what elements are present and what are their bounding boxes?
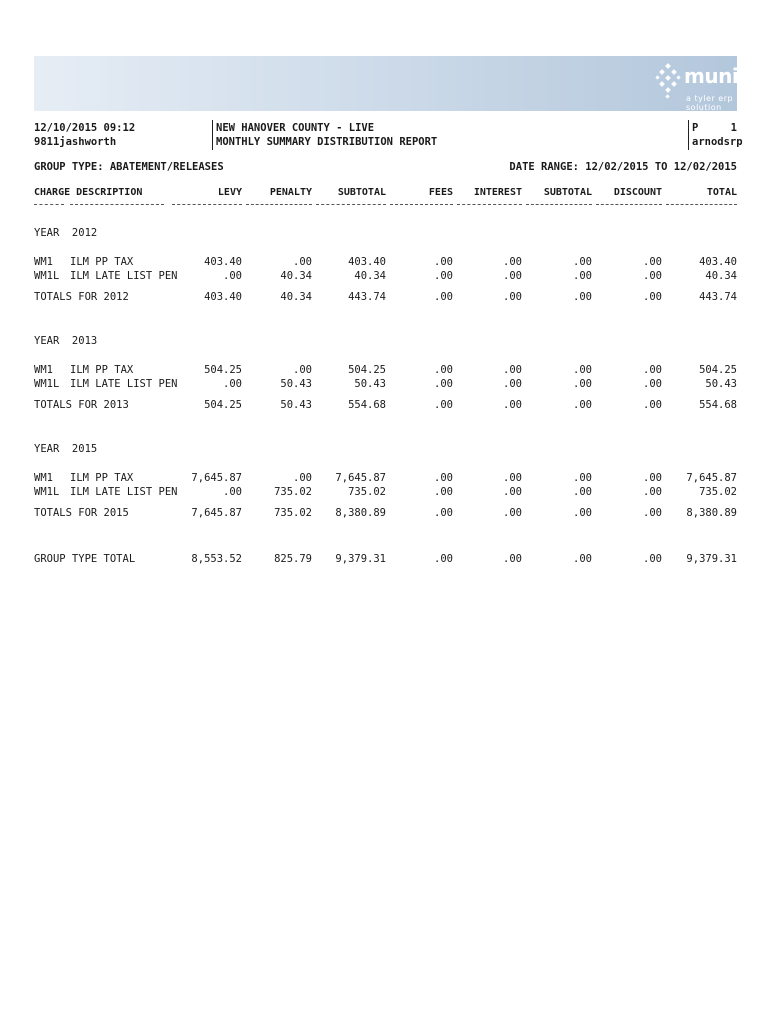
report-code: arnodsrp	[692, 136, 743, 148]
col-discount: DISCOUNT	[613, 187, 662, 198]
group-total-value-fees: .00	[434, 553, 453, 565]
row-value-subtotal-2: .00	[573, 486, 592, 498]
logo-subtitle: a tyler erp solution	[686, 94, 734, 112]
col-levy: LEVY	[217, 187, 242, 198]
charge-code: WM1L	[34, 378, 60, 390]
charge-code: WM1L	[34, 486, 60, 498]
report-datetime: 12/10/2015 09:12	[34, 122, 136, 134]
year-total-value-penalty: 40.34	[280, 291, 312, 303]
charge-code: WM1	[34, 256, 53, 268]
charge-code: WM1	[34, 472, 53, 484]
row-value-fees: .00	[434, 486, 453, 498]
col-charge-description: CHARGE DESCRIPTION	[34, 187, 143, 198]
charge-code: WM1	[34, 364, 53, 376]
year-total-value-interest: .00	[503, 291, 522, 303]
underline-interest	[457, 204, 522, 205]
charge-description: ILM LATE LIST PEN	[70, 378, 178, 390]
row-value-subtotal-1: 504.25	[348, 364, 386, 376]
charge-description: ILM PP TAX	[70, 364, 134, 376]
year-heading: YEAR 2015	[34, 443, 98, 455]
organization-name: NEW HANOVER COUNTY - LIVE	[216, 122, 375, 134]
row-value-total: 7,645.87	[686, 472, 737, 484]
row-value-fees: .00	[434, 270, 453, 282]
group-total-value-levy: 8,553.52	[191, 553, 242, 565]
col-fees: FEES	[428, 187, 453, 198]
underline-total	[666, 204, 737, 205]
year-total-value-interest: .00	[503, 399, 522, 411]
col-penalty: PENALTY	[269, 187, 312, 198]
header-divider-left	[212, 120, 213, 150]
col-subtotal-1: SUBTOTAL	[337, 187, 386, 198]
underline-levy	[172, 204, 242, 205]
group-total-value-interest: .00	[503, 553, 522, 565]
row-value-subtotal-2: .00	[573, 256, 592, 268]
year-total-value-total: 443.74	[699, 291, 737, 303]
underline-fees	[390, 204, 453, 205]
row-value-levy: .00	[223, 270, 242, 282]
row-value-levy: 504.25	[204, 364, 242, 376]
col-interest: INTEREST	[473, 187, 522, 198]
col-total: TOTAL	[706, 187, 737, 198]
year-total-value-levy: 504.25	[204, 399, 242, 411]
year-total-value-penalty: 50.43	[280, 399, 312, 411]
row-value-discount: .00	[643, 472, 662, 484]
group-total-value-discount: .00	[643, 553, 662, 565]
year-total-value-subtotal-2: .00	[573, 399, 592, 411]
row-value-levy: .00	[223, 378, 242, 390]
year-heading: YEAR 2013	[34, 335, 98, 347]
row-value-penalty: .00	[293, 364, 312, 376]
row-value-subtotal-1: 40.34	[354, 270, 386, 282]
group-total-value-total: 9,379.31	[686, 553, 737, 565]
group-type: GROUP TYPE: ABATEMENT/RELEASES	[34, 161, 224, 173]
col-subtotal-2: SUBTOTAL	[543, 187, 592, 198]
row-value-subtotal-2: .00	[573, 270, 592, 282]
page-label: P	[692, 122, 699, 134]
year-total-value-fees: .00	[434, 399, 453, 411]
charge-code: WM1L	[34, 270, 60, 282]
year-total-value-total: 8,380.89	[686, 507, 737, 519]
row-value-total: 504.25	[699, 364, 737, 376]
row-value-subtotal-1: 7,645.87	[335, 472, 386, 484]
charge-description: ILM PP TAX	[70, 472, 134, 484]
group-total-value-subtotal-1: 9,379.31	[335, 553, 386, 565]
row-value-penalty: .00	[293, 472, 312, 484]
row-value-levy: 403.40	[204, 256, 242, 268]
charge-description: ILM LATE LIST PEN	[70, 270, 178, 282]
underline-penalty	[246, 204, 312, 205]
year-heading: YEAR 2012	[34, 227, 98, 239]
year-total-value-discount: .00	[643, 399, 662, 411]
row-value-levy: 7,645.87	[191, 472, 242, 484]
report-user: 9811jashworth	[34, 136, 117, 148]
row-value-fees: .00	[434, 364, 453, 376]
row-value-subtotal-1: 50.43	[354, 378, 386, 390]
charge-description: ILM LATE LIST PEN	[70, 486, 178, 498]
row-value-subtotal-2: .00	[573, 472, 592, 484]
row-value-penalty: 735.02	[274, 486, 312, 498]
header-divider-right	[688, 120, 689, 150]
year-total-value-fees: .00	[434, 507, 453, 519]
row-value-interest: .00	[503, 472, 522, 484]
year-total-value-subtotal-2: .00	[573, 507, 592, 519]
row-value-interest: .00	[503, 378, 522, 390]
year-total-value-subtotal-1: 8,380.89	[335, 507, 386, 519]
page-number: 1	[730, 122, 737, 134]
row-value-total: 403.40	[699, 256, 737, 268]
year-total-value-levy: 7,645.87	[191, 507, 242, 519]
year-total-value-subtotal-1: 443.74	[348, 291, 386, 303]
underline-discount	[596, 204, 662, 205]
row-value-subtotal-1: 735.02	[348, 486, 386, 498]
row-value-penalty: 50.43	[280, 378, 312, 390]
year-total-value-penalty: 735.02	[274, 507, 312, 519]
row-value-discount: .00	[643, 486, 662, 498]
row-value-subtotal-2: .00	[573, 364, 592, 376]
date-range: DATE RANGE: 12/02/2015 TO 12/02/2015	[509, 161, 737, 173]
year-total-value-subtotal-2: .00	[573, 291, 592, 303]
underline-subtotal-2	[526, 204, 592, 205]
row-value-discount: .00	[643, 378, 662, 390]
row-value-discount: .00	[643, 364, 662, 376]
munis-logo-icon	[654, 62, 682, 102]
row-value-interest: .00	[503, 364, 522, 376]
row-value-subtotal-2: .00	[573, 378, 592, 390]
row-value-interest: .00	[503, 270, 522, 282]
year-total-value-discount: .00	[643, 291, 662, 303]
year-total-value-interest: .00	[503, 507, 522, 519]
underline-description	[70, 204, 164, 205]
row-value-total: 50.43	[705, 378, 737, 390]
row-value-discount: .00	[643, 256, 662, 268]
row-value-total: 735.02	[699, 486, 737, 498]
row-value-total: 40.34	[705, 270, 737, 282]
year-total-value-total: 554.68	[699, 399, 737, 411]
row-value-subtotal-1: 403.40	[348, 256, 386, 268]
year-totals-label: TOTALS FOR 2013	[34, 399, 129, 411]
charge-description: ILM PP TAX	[70, 256, 134, 268]
underline-charge	[34, 204, 64, 205]
row-value-fees: .00	[434, 378, 453, 390]
row-value-penalty: .00	[293, 256, 312, 268]
group-total-value-penalty: 825.79	[274, 553, 312, 565]
row-value-levy: .00	[223, 486, 242, 498]
group-total-label: GROUP TYPE TOTAL	[34, 553, 136, 565]
year-total-value-subtotal-1: 554.68	[348, 399, 386, 411]
year-total-value-discount: .00	[643, 507, 662, 519]
logo-wordmark: munis	[684, 64, 750, 88]
row-value-penalty: 40.34	[280, 270, 312, 282]
year-total-value-fees: .00	[434, 291, 453, 303]
underline-subtotal-1	[316, 204, 386, 205]
row-value-interest: .00	[503, 486, 522, 498]
year-totals-label: TOTALS FOR 2012	[34, 291, 129, 303]
row-value-interest: .00	[503, 256, 522, 268]
row-value-discount: .00	[643, 270, 662, 282]
group-total-value-subtotal-2: .00	[573, 553, 592, 565]
year-total-value-levy: 403.40	[204, 291, 242, 303]
year-totals-label: TOTALS FOR 2015	[34, 507, 129, 519]
row-value-fees: .00	[434, 256, 453, 268]
row-value-fees: .00	[434, 472, 453, 484]
report-banner	[34, 56, 750, 112]
report-title: MONTHLY SUMMARY DISTRIBUTION REPORT	[216, 136, 438, 148]
